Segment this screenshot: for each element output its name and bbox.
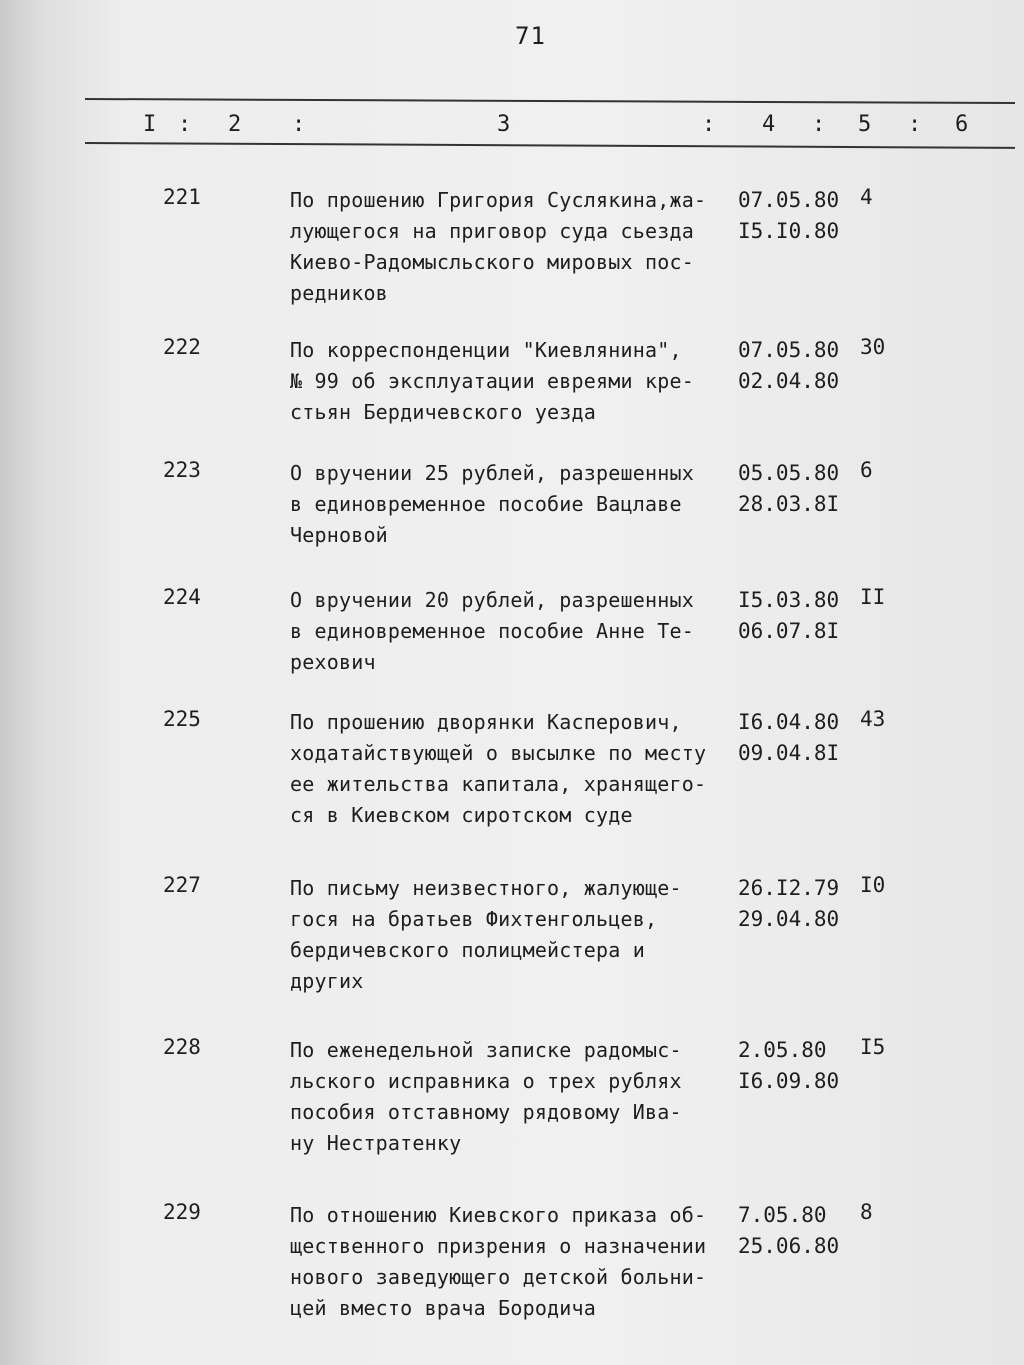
row-pages: 30 [860,335,886,359]
row-number: 228 [163,1035,201,1059]
header-separator: : [702,112,716,137]
row-pages: 6 [860,458,873,482]
header-separator: : [812,112,826,137]
row-number: 225 [163,707,201,731]
header-separator: : [178,112,192,137]
page-number: 71 [515,22,546,50]
row-title: О вручении 25 рублей, разрешенных в единовременное пособие Вацлаве Черновой [290,461,694,547]
row-dates: I6.04.80 09.04.8I [738,710,840,765]
row-dates: 05.05.80 28.03.8I [738,461,840,516]
row-number: 223 [163,458,201,482]
header-separator: : [908,112,922,137]
header-col-2: 2 [228,112,242,137]
header-col-1: I [143,112,157,137]
row-pages: 4 [860,185,873,209]
row-dates: 07.05.80 I5.I0.80 [738,188,840,243]
row-number: 224 [163,585,201,609]
header-col-5: 5 [858,112,872,137]
row-dates: 26.I2.79 29.04.80 [738,876,840,931]
row-title: О вручении 20 рублей, разрешенных в единовременное пособие Анне Те- рехович [290,588,694,674]
row-pages: 8 [860,1200,873,1224]
row-dates: 07.05.80 02.04.80 [738,338,840,393]
header-col-6: 6 [955,112,969,137]
row-pages: I5 [860,1035,886,1059]
row-number: 227 [163,873,201,897]
header-col-3: 3 [497,112,511,137]
row-pages: I0 [860,873,886,897]
row-number: 221 [163,185,201,209]
row-number: 229 [163,1200,201,1224]
row-dates: 7.05.80 25.06.80 [738,1203,840,1258]
row-title: По прошению Григория Суслякина,жа- лующегося на приговор суда сьезда Киево-Радомысльского мировых пос- редников [290,188,707,305]
row-pages: II [860,585,886,609]
row-title: По письму неизвестного, жалующе- гося на братьев Фихтенгольцев, бердичевского полицмейстера и других [290,876,682,993]
header-separator: : [292,112,306,137]
row-dates: I5.03.80 06.07.8I [738,588,840,643]
row-title: По еженедельной записке радомыс- льского исправника о трех рублях пособия отставному рядовому Ива- ну Нестратенку [290,1038,682,1155]
row-title: По корреспонденции "Киевлянина", № 99 об эксплуатации евреями кре- стьян Бердичевского уезда [290,338,694,424]
row-number: 222 [163,335,201,359]
row-title: По отношению Киевского приказа об- щественного призрения о назначении нового заведующего детской больни- цей вместо врача Бородича [290,1203,707,1320]
row-title: По прошению дворянки Касперович, ходатайствующей о высылке по месту ее жительства капитала, хранящего- ся в Киевском сиротском суде [290,710,707,827]
row-dates: 2.05.80 I6.09.80 [738,1038,840,1093]
header-col-4: 4 [762,112,776,137]
header-bottom-rule [85,142,1015,149]
header-top-rule [85,98,1015,104]
row-pages: 43 [860,707,886,731]
